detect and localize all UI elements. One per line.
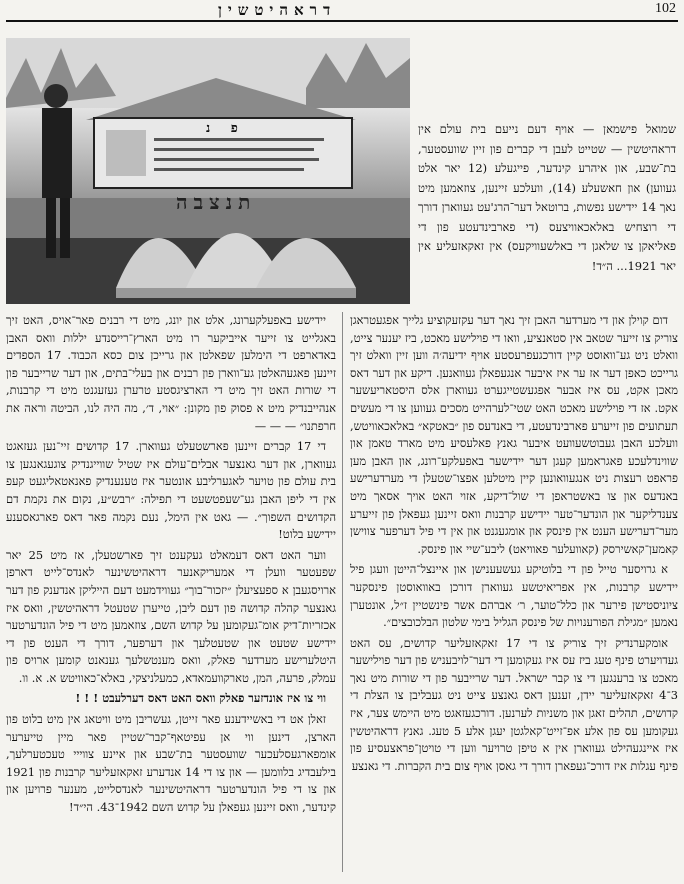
photo-caption: שמואל פישמאן — אויף דעם נייעם בית עולם אין דראהיטשין — שטייט לעבן די קברים פון זיין שוועסטער, בת־שבע, און איהרע קינדער, פייגעלע (12 יאר אלט געווען) און חאשעלע (14), וועלכע זיינען, צוזאמען מיט נאך 14 יידישע נפשות, ברוטאל דער־הרג'עט געווארן דורך די רוצחיש באלאכאוויצעס (די פארבינדעטע פון די פאליאקן צו שלאגן די באלשעוויקעס) אין זאקאזעליע אין יאר 1921... ה״ד! xyxy=(418,122,677,273)
paragraph: די 17 קברים זיינען פארשטעלט געווארן. 17 קדושים זיי־נען געזאגט געווארן, און דער גאנצער אבלים־עולם איז שטיל שווייגנדיק צוגעגאנגען צו בית עולם פון טויער לאגערליבע אונטער איז טענענדיק פאנאטאליגעט קעפ אין די ליפן האבן גע־שעפטשעט די תפילה: ״רבש״ע, נקום את נקמת דם הקדושים השפוך״. — גאט אין הימל, נעם נקמה פאר דאס פארגאסענע יידישע בלוט! xyxy=(6,439,336,542)
paragraph: זאלן אט די באשיידענע פאר זייטן, געשריבן מיט וויטאג אין מיט בלוט פון הארצן, דינען ווי אן עפיטאף־קבר־שטיין פאר מיין טייערער אומפארגעסלעכער שוועסטער בת־שבע און איינע צווייי טעכטערלעך, בילעבדיג בלוומען — און צו די 14 אנדערע זאקאזעליער קרבנות פון 1921 און צו די פיל הונדערטער דראהיטשינער לאנדסלייט, מענער פרויען און קינדער, וואס זיינען געפאלן על קדוש השם 1942־43. הי״ד! xyxy=(6,712,336,815)
page-header xyxy=(6,0,678,22)
monument-inscription: תנצבה xyxy=(176,190,257,214)
paragraph: דום קוילן און די מערדער האבן זיך נאך דער עקזעקוציע גלייך אפגעטראגן צוריק צו זייער שטאב אין סטאנציע, וואו די פוילישע מאכט, ביז יענער צייט, וואלט ניט גע־וואוסט קיין דורכגעפרעסטע אויף ידיעה׳ה ווען זיין וואלט זיך גרייכט כאפן דער אז ער איז איבער אנגעפאלן געוואנען. דיקע און דער דאס מאכן אקט, עס איז אבער אפגעשטייגערט געווארן אלס היסטאריעשער אקט. אז די פוילישע מאכט האט שטי־לערהייט מסכים געווען צו די מעשים תעתועים פון זייערע פארבינדעטע, די באנדעס פון ״באטקא״ באלאכאוויטש, וועלכע האבן געבוטשעוועט איבער גאנץ פאלעסיע מיט מארד טאמן און שווינדלעכע פאגראמען קעגן דער יידישער באפעלקע־רונג, און האבן מען פראפט רעצות ניט אנגעוואונען קיין מיטלען אפצו־שטעלן די מערדערישע באנדעס און צו באשטראפן די שול־דיקע, אזוי האט אויך אסאך מיט צענדליקער און הונדער־טער יידישע קרבנות וואס זיינען געפאלן פון זייערע מער־דערישע הענט אין פינסק און אומגעגנט און אין די פיל דערפער צווישן קאמען־קאשירסק (קאוועלער פאוויאט) ליבע־שיי און פינסק. xyxy=(350,313,678,556)
photo-illustration xyxy=(6,38,410,304)
paragraph: א גרויסער טייל פון די בלוטיקע געשעענישן און איינצל־הייטן וועגן פיל יידישע קרבנות, אין אפריאיטשע געווארן דורכן באוואוסטן פינסקער ציוניסטישן פירער און כלל־טוער, ר׳ אברהם אשר פינשטיין ז״ל, אונטערן נאמען ״מגילת הפורענויות של פינסק הגליל בימי שלטון הבלכובצים״. xyxy=(350,562,678,630)
paragraph: ווער האט דאס דעמאלט געקענט זיך פארשטעלן, אז מיט 25 יאר שפעטער וועלן די אמעריקאנער דראהיטשינער לאנדס־לייט דארפן ארויסגעבן א ספעציעלן ״יזכור־בוך״ געווידמעט דעם הייליקן אנדענק פון דער גאנצער קהלה קדושה פון דעם ליבן, טייערן שטעטל דראהיטשין, וואס איז אכזריות־דיק אומ־געקומען על קדוש השם, צוזאמען מיט די פיל הונדערטער יידישע שטעט און שטעטלעך און דערפער, דורך די הענט פון די היטלערישע מערדער פאלק, וואס מענטשלעך גענאנט קומען ארויס פון עמלק, פרעה, המן, טארקוועמאדא, כמעלניצקי, באלא־כאוויטש א. א. וו. xyxy=(6,547,336,685)
paragraph: אומקערנדיק זיך צוריק צו די 17 זאקאזעליער קדושים, עס האט געדויערט פינף טעג ביז עס איז געקומען די דער־לויבעניש פון דער פוילישער מאכט צו ברענגען די צו קבר ישראל. דער שרייבער פון די שורות מיט נאך 3־4 זאקאזעליער יידן, זענען דאס גאנצע צייט ניט געבליבן צו הצלת די קדושים, תהלים זאגן און משניות לערנען. דורכגעזאגט מיט היימש צער, איז געקומען עס פון אלע אפ־זייט־קאלגטן יעגן אלע 5 טעג. גאנץ דראהיטשין איז איינגעהילט געווארן אין א טיפן טרויער ווען די טויטן־פראצעסיע פון פינף עגלות איז דורכ־געפארן דורך די גאסן אויף צום בית הקברות. די גאנצע xyxy=(350,635,678,773)
column-divider xyxy=(342,312,343,872)
text-column-left xyxy=(6,312,336,880)
page-number: 102 xyxy=(655,1,676,16)
plaque-text: פ נ xyxy=(206,121,246,136)
text-column-right xyxy=(350,312,678,880)
running-title: דראהיטשין xyxy=(218,1,337,19)
photograph-grave-monument xyxy=(6,38,410,304)
paragraph: יידישע באפעלקערונג, אלט און יונג, מיט די רבנים פאר־אויס, האט זיך באגלייט צו זייער אייביקער רו מיט הארץ־רייסנדע יללות וואס האבן באדארפט די הימלען שפאלטן און גרייכן צום כסא הכבוד. 17 הספדים זיינען פאגעהאלטן גע־ווארן פון רבנים און בעלי־בתים, און דער שרייבער פון די שורות האט זיך מיט די הארציגסטע טרערן געזעגנט מיט די קרבנות, אנהייבנדיק מיט א פסוק פון מקונן: ״אוי, ד׳, מה היה לנו, הביטה וראה את חרפתנו״ — — — xyxy=(6,313,336,433)
paragraph-exclamation: ווי צו איז אונדזער פאלק וואס האט דאס דערלעבט ! ! ! xyxy=(75,691,326,706)
